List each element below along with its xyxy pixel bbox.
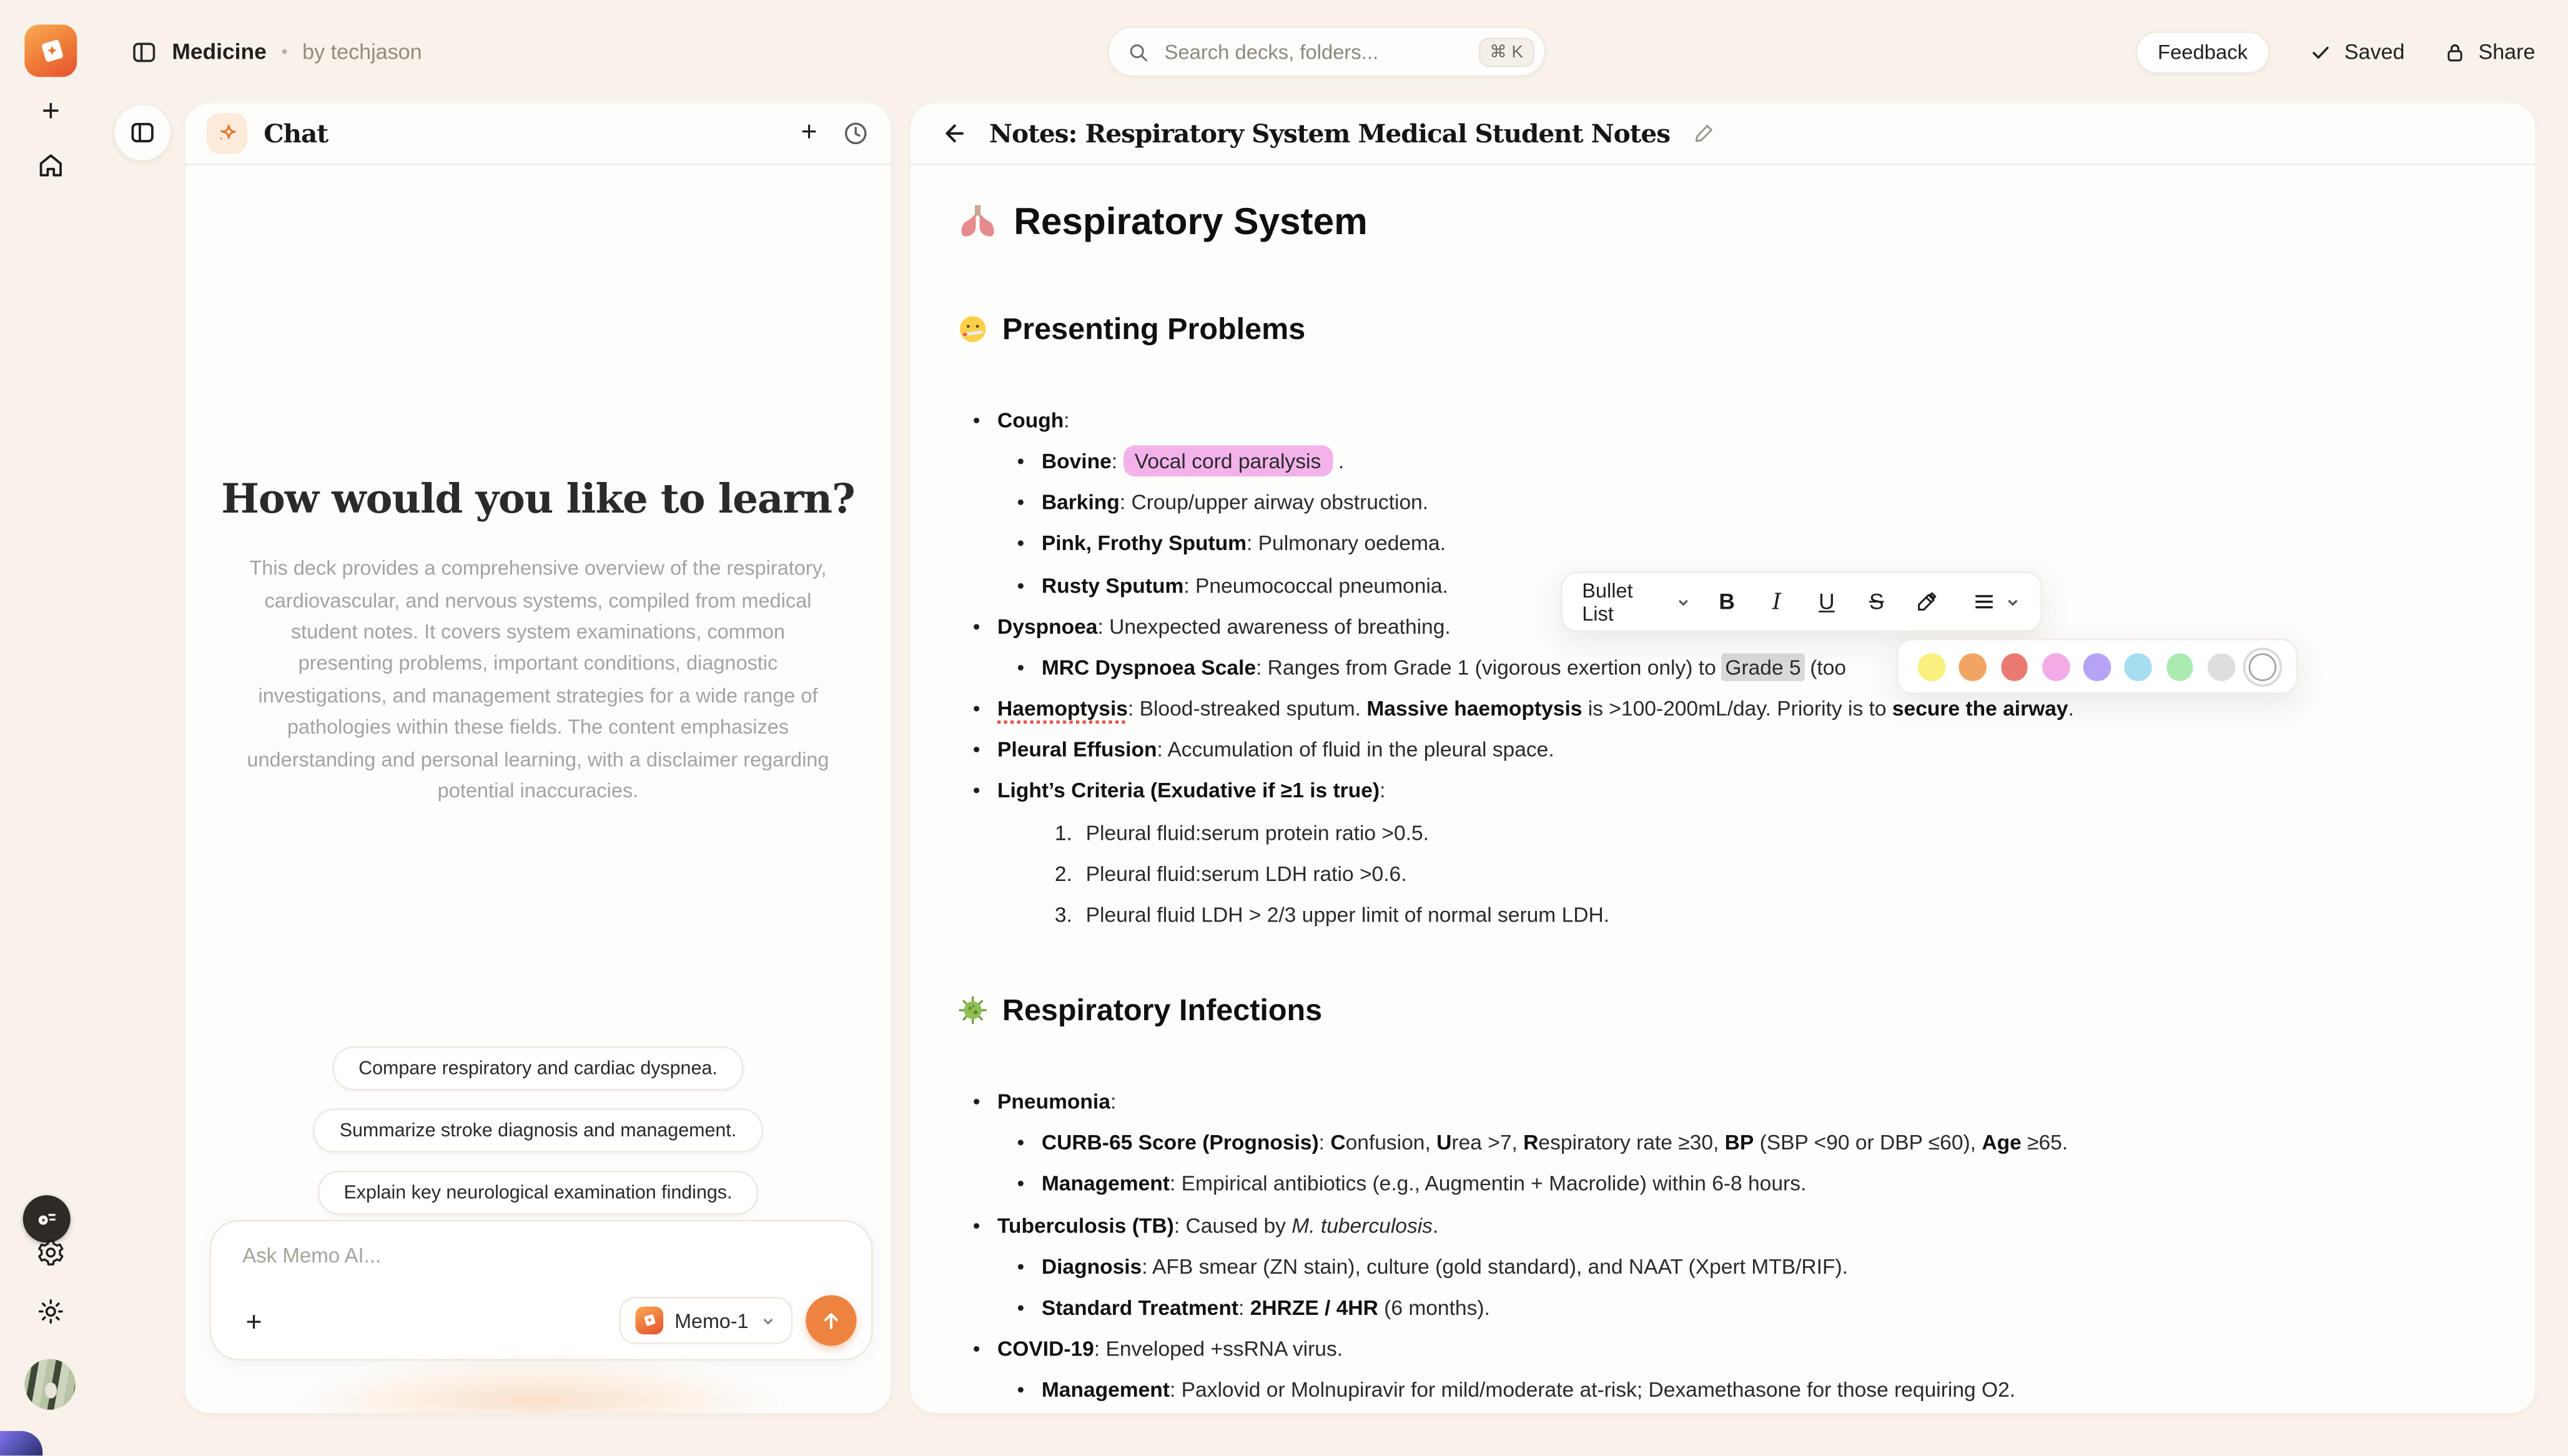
- highlight-color-palette: [1897, 639, 2298, 694]
- align-lines-icon: [1972, 589, 1996, 614]
- highlighter-icon: [1914, 589, 1940, 615]
- underline-button[interactable]: U: [1819, 589, 1835, 614]
- chat-welcome-heading: How would you like to learn?: [221, 475, 855, 523]
- note-line[interactable]: • Management: Empirical antibiotics (e.g., Augmentin + Macrolide) within 6-8 hours.: [1017, 1171, 1807, 1196]
- chat-history-button[interactable]: [842, 119, 870, 147]
- color-swatch[interactable]: [2000, 652, 2028, 681]
- clock-icon: [842, 119, 870, 147]
- suggestion-chip[interactable]: Summarize stroke diagnosis and management.: [314, 1108, 763, 1153]
- note-line[interactable]: • Cough:: [972, 407, 1070, 433]
- theme-toggle-button[interactable]: [29, 1290, 72, 1332]
- color-swatch[interactable]: [2208, 652, 2235, 681]
- deck-title: Medicine: [172, 39, 267, 64]
- corner-accent: [0, 1431, 42, 1455]
- no-color-swatch[interactable]: [2249, 652, 2276, 681]
- italic-button[interactable]: I: [1772, 588, 1782, 615]
- model-selector[interactable]: [619, 1297, 793, 1344]
- chat-panel: [185, 103, 891, 1413]
- home-icon: [36, 150, 66, 180]
- note-line[interactable]: • Light’s Criteria (Exudative if ≥1 is true):: [972, 778, 1386, 804]
- panel-toggle-icon: [129, 119, 156, 145]
- note-body[interactable]: [911, 167, 2535, 1413]
- note-line[interactable]: • Pneumonia:: [972, 1088, 1117, 1114]
- gear-icon: [36, 1238, 66, 1267]
- memo-logo-icon: [34, 34, 68, 68]
- attach-button[interactable]: +: [245, 1306, 262, 1338]
- microbe-icon: [956, 994, 989, 1026]
- note-line[interactable]: • Standard Treatment: 2HRZE / 4HR (6 months).: [1017, 1294, 1490, 1320]
- check-icon: [2310, 40, 2333, 63]
- chat-panel-toggle-button[interactable]: [115, 105, 170, 160]
- app-logo[interactable]: [24, 24, 77, 77]
- lungs-icon: [956, 200, 999, 242]
- note-line[interactable]: • Haemoptysis: Blood-streaked sputum. Massive haemoptysis is >100-200mL/day. Priority is to secure the airway.: [972, 696, 2074, 721]
- note-heading[interactable]: Respiratory System: [956, 197, 2476, 246]
- note-heading[interactable]: Respiratory Infections: [956, 989, 2476, 1031]
- notes-panel: [911, 103, 2535, 1413]
- chat-welcome-description: This deck provides a comprehensive overview of the respiratory, cardiovascular, and nervous systems, compiled from medical student notes. It covers system examinations, common presenting problems, important conditions, diagnostic investigations, and management strategies for a wide range of pathologies within these fields. The content emphasizes understanding and personal learning, with a disclaimer regarding potential inaccuracies.: [247, 557, 829, 803]
- changelog-icon: [32, 1205, 61, 1233]
- chevron-down-icon: [1676, 594, 1691, 610]
- note-line[interactable]: • Diagnosis: AFB smear (ZN stain), culture (gold standard), and NAAT (Xpert MTB/RIF).: [1017, 1253, 1849, 1279]
- color-swatch[interactable]: [1959, 652, 1987, 681]
- search-input[interactable]: [1161, 39, 1478, 65]
- note-line[interactable]: • COVID-19: Enveloped +ssRNA virus.: [972, 1335, 1343, 1361]
- suggestion-list: [185, 1046, 891, 1215]
- chat-panel-title: Chat: [264, 117, 328, 149]
- bold-button[interactable]: B: [1719, 589, 1735, 614]
- arrow-left-icon: [940, 119, 968, 147]
- sun-icon: [36, 1297, 66, 1326]
- note-line[interactable]: • Pink, Frothy Sputum: Pulmonary oedema.: [1017, 531, 1446, 556]
- user-avatar[interactable]: [24, 1359, 75, 1410]
- note-line[interactable]: • Pleural Effusion: Accumulation of fluid in the pleural space.: [972, 737, 1554, 762]
- chat-sparkle-badge: [206, 113, 247, 154]
- send-button[interactable]: [806, 1295, 856, 1345]
- align-dropdown[interactable]: [1972, 589, 2021, 614]
- color-swatch[interactable]: [2042, 652, 2070, 681]
- feedback-button[interactable]: Feedback: [2135, 31, 2270, 73]
- new-deck-button[interactable]: [29, 90, 72, 132]
- color-swatch[interactable]: [1918, 652, 1945, 681]
- note-line[interactable]: 3. Pleural fluid LDH > 2/3 upper limit of normal serum LDH.: [1054, 902, 1610, 927]
- left-rail: [0, 0, 103, 1455]
- note-heading[interactable]: Presenting Problems: [956, 308, 2476, 350]
- sparkle-icon: [214, 121, 240, 147]
- format-toolbar: [1561, 571, 2042, 632]
- search-bar[interactable]: [1107, 26, 1546, 77]
- search-shortcut-badge: ⌘ K: [1478, 37, 1534, 66]
- block-type-dropdown[interactable]: Bullet List: [1582, 579, 1691, 624]
- strikethrough-button[interactable]: S: [1869, 589, 1884, 614]
- share-button[interactable]: Share: [2444, 39, 2535, 64]
- note-list: [956, 1081, 2476, 1410]
- separator-dot: •: [281, 41, 288, 62]
- note-line[interactable]: • Dyspnoea: Unexpected awareness of breathing.: [972, 613, 1451, 639]
- chat-input[interactable]: [239, 1242, 844, 1269]
- note-line[interactable]: • MRC Dyspnoea Scale: Ranges from Grade 1 (vigorous exertion only) to Grade 5 (too: [956, 647, 2476, 688]
- note-line[interactable]: • Barking: Croup/upper airway obstruction.: [1017, 489, 1429, 515]
- note-line[interactable]: • Tuberculosis (TB): Caused by M. tuberculosis.: [972, 1212, 1439, 1237]
- note-title[interactable]: Notes: Respiratory System Medical Student Notes: [989, 117, 1671, 149]
- edit-title-button[interactable]: [1691, 121, 1716, 145]
- highlighter-button[interactable]: [1912, 586, 1941, 618]
- top-bar: [103, 0, 2568, 103]
- note-line[interactable]: • Rusty Sputum: Pneumococcal pneumonia.: [1017, 572, 1448, 598]
- new-chat-button[interactable]: +: [801, 116, 817, 148]
- chevron-down-icon: [760, 1312, 776, 1329]
- lock-icon: [2444, 40, 2467, 63]
- note-line[interactable]: • CURB-65 Score (Prognosis): Confusion, Urea >7, Respiratory rate ≥30, BP (SBP <90 or DBP ≤60), Age ≥65.: [1017, 1129, 2068, 1155]
- chat-input-card[interactable]: [210, 1220, 873, 1361]
- plus-icon: +: [41, 94, 60, 129]
- panel-toggle-icon[interactable]: [131, 39, 157, 65]
- settings-button[interactable]: [29, 1231, 72, 1274]
- home-button[interactable]: [29, 144, 72, 187]
- chevron-down-icon: [2005, 594, 2021, 610]
- suggestion-chip[interactable]: Explain key neurological examination findings.: [317, 1171, 758, 1215]
- arrow-up-icon: [819, 1308, 843, 1332]
- color-swatch[interactable]: [2166, 652, 2194, 681]
- note-line[interactable]: 2. Pleural fluid:serum LDH ratio >0.6.: [1054, 860, 1407, 885]
- color-swatch[interactable]: [2083, 652, 2111, 681]
- back-button[interactable]: [940, 119, 968, 147]
- note-line[interactable]: • Management: Paxlovid or Molnupiravir for mild/moderate at-risk; Dexamethasone for those requiring O2.: [1017, 1377, 2016, 1402]
- suggestion-chip[interactable]: Compare respiratory and cardiac dyspnea.: [332, 1046, 744, 1091]
- sick-face-icon: [956, 313, 989, 345]
- note-line[interactable]: 1. Pleural fluid:serum protein ratio >0.5.: [1054, 819, 1430, 845]
- note-line[interactable]: • Bovine: Vocal cord paralysis .: [956, 441, 2476, 482]
- memo-logo-icon: [635, 1307, 663, 1335]
- search-icon: [1127, 40, 1150, 63]
- saved-status: Saved: [2310, 39, 2405, 64]
- pencil-icon: [1691, 121, 1716, 145]
- color-swatch[interactable]: [2125, 652, 2152, 681]
- model-name: Memo-1: [674, 1309, 749, 1332]
- deck-byline: by techjason: [302, 39, 422, 64]
